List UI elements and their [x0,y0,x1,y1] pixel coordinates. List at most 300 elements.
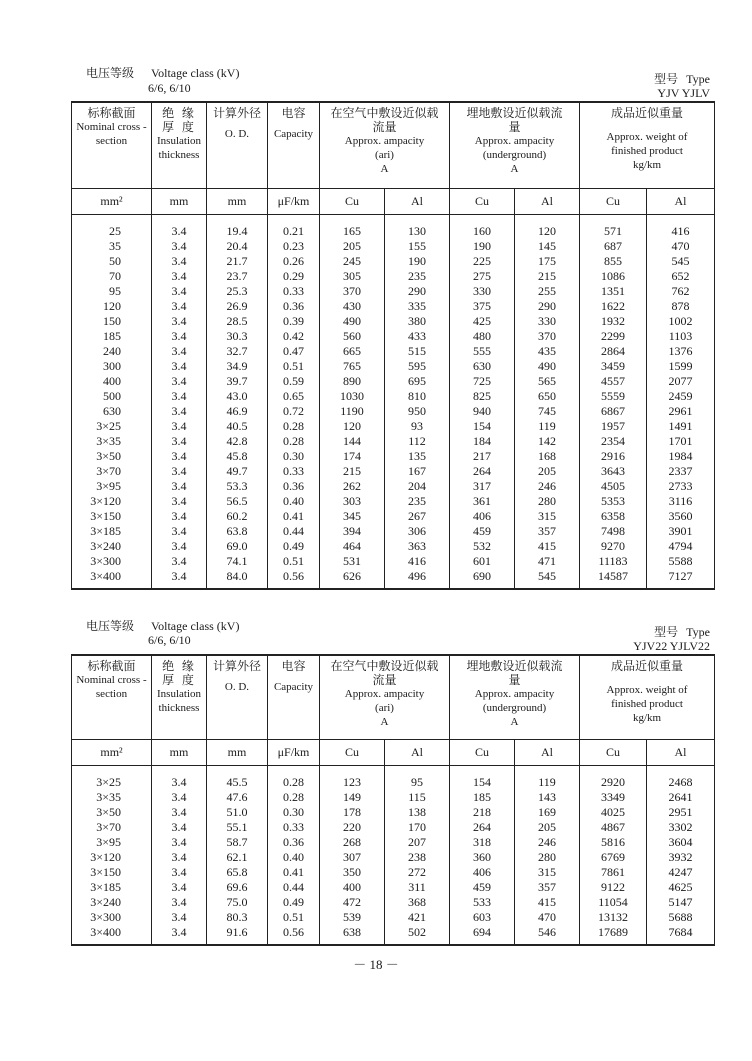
cell-air-al: 93 [385,419,450,434]
cell-air-cu: 174 [320,449,385,464]
cell-underground-al: 119 [515,765,580,790]
header-od: 计算外径 O. D. [207,102,268,188]
cell-capacity: 0.36 [268,479,320,494]
cell-weight-cu: 11054 [580,895,647,910]
cell-air-al: 235 [385,269,450,284]
cell-air-al: 595 [385,359,450,374]
cell-underground-al: 315 [515,865,580,880]
voltage-class-zh: 电压等级 [86,619,135,633]
type-en: Type [686,72,710,86]
cell-weight-al: 2733 [647,479,715,494]
cell-underground-al: 415 [515,539,580,554]
cell-weight-al: 1599 [647,359,715,374]
subheader-weight-cu: Cu [580,188,647,214]
cell-capacity: 0.49 [268,895,320,910]
cell-cross-section: 3×95 [72,835,152,850]
cell-insulation: 3.4 [152,865,207,880]
cell-cross-section: 3×120 [72,494,152,509]
cell-underground-al: 205 [515,820,580,835]
cell-capacity: 0.36 [268,299,320,314]
cell-underground-al: 357 [515,880,580,895]
cell-air-cu: 178 [320,805,385,820]
subheader-underground-cu: Cu [450,739,515,765]
cell-cross-section: 500 [72,389,152,404]
cell-underground-cu: 533 [450,895,515,910]
cell-weight-al: 4247 [647,865,715,880]
cell-weight-cu: 4505 [580,479,647,494]
cell-od: 62.1 [207,850,268,865]
voltage-class-zh: 电压等级 [86,66,135,80]
cell-insulation: 3.4 [152,239,207,254]
cell-capacity: 0.36 [268,835,320,850]
cell-air-al: 950 [385,404,450,419]
cell-air-al: 138 [385,805,450,820]
cell-underground-cu: 375 [450,299,515,314]
cell-insulation: 3.4 [152,910,207,925]
table-row [72,314,715,329]
cell-weight-al: 7127 [647,569,715,589]
cell-underground-cu: 690 [450,569,515,589]
cell-od: 21.7 [207,254,268,269]
cell-air-cu: 890 [320,374,385,389]
cell-insulation: 3.4 [152,479,207,494]
cell-capacity: 0.23 [268,239,320,254]
cell-air-cu: 262 [320,479,385,494]
cell-underground-cu: 425 [450,314,515,329]
cell-air-al: 167 [385,464,450,479]
cell-od: 80.3 [207,910,268,925]
cell-cross-section: 150 [72,314,152,329]
cell-cross-section: 240 [72,344,152,359]
table-2-body [72,765,715,945]
cell-weight-cu: 1932 [580,314,647,329]
type-label [633,625,710,653]
cell-underground-al: 370 [515,329,580,344]
cell-underground-al: 290 [515,299,580,314]
cell-od: 40.5 [207,419,268,434]
cell-underground-al: 745 [515,404,580,419]
cell-underground-cu: 275 [450,269,515,284]
cell-air-cu: 400 [320,880,385,895]
cell-air-cu: 665 [320,344,385,359]
cell-od: 20.4 [207,239,268,254]
cell-od: 49.7 [207,464,268,479]
page-number: － 18 － [353,957,399,972]
cell-underground-cu: 459 [450,880,515,895]
cell-capacity: 0.47 [268,344,320,359]
cell-weight-cu: 9122 [580,880,647,895]
cell-air-al: 368 [385,895,450,910]
table-row [72,910,715,925]
cell-air-al: 170 [385,820,450,835]
unit-nominal: mm² [72,188,152,214]
cell-air-al: 190 [385,254,450,269]
cell-underground-al: 143 [515,790,580,805]
table-row [72,374,715,389]
cell-air-cu: 245 [320,254,385,269]
cell-underground-al: 246 [515,835,580,850]
cell-air-cu: 464 [320,539,385,554]
cell-underground-al: 280 [515,850,580,865]
cell-underground-al: 435 [515,344,580,359]
cell-weight-cu: 4025 [580,805,647,820]
cell-air-cu: 370 [320,284,385,299]
cell-underground-cu: 694 [450,925,515,945]
cell-weight-cu: 17689 [580,925,647,945]
cell-underground-cu: 360 [450,850,515,865]
cell-air-al: 112 [385,434,450,449]
cell-weight-cu: 2916 [580,449,647,464]
subheader-air-al: Al [385,188,450,214]
cell-od: 60.2 [207,509,268,524]
unit-od: mm [207,188,268,214]
cell-air-al: 421 [385,910,450,925]
cell-capacity: 0.41 [268,865,320,880]
cell-air-al: 207 [385,835,450,850]
cell-insulation: 3.4 [152,434,207,449]
cell-capacity: 0.40 [268,850,320,865]
cell-capacity: 0.56 [268,569,320,589]
cell-weight-cu: 2864 [580,344,647,359]
cell-underground-al: 169 [515,805,580,820]
cell-capacity: 0.44 [268,880,320,895]
table-row [72,419,715,434]
cell-weight-al: 1984 [647,449,715,464]
cell-cross-section: 3×400 [72,925,152,945]
type-en: Type [686,625,710,639]
cell-insulation: 3.4 [152,359,207,374]
subheader-underground-cu: Cu [450,188,515,214]
cell-od: 84.0 [207,569,268,589]
cell-insulation: 3.4 [152,374,207,389]
cell-weight-cu: 4867 [580,820,647,835]
cell-air-al: 311 [385,880,450,895]
cell-capacity: 0.39 [268,314,320,329]
subheader-weight-cu: Cu [580,739,647,765]
cell-weight-cu: 2354 [580,434,647,449]
cell-weight-cu: 2299 [580,329,647,344]
cell-weight-al: 2951 [647,805,715,820]
cell-capacity: 0.30 [268,449,320,464]
cell-air-cu: 490 [320,314,385,329]
table-row [72,359,715,374]
cell-insulation: 3.4 [152,805,207,820]
cell-od: 32.7 [207,344,268,359]
cell-air-cu: 120 [320,419,385,434]
cell-air-cu: 626 [320,569,385,589]
cell-od: 46.9 [207,404,268,419]
cell-underground-al: 490 [515,359,580,374]
cell-weight-cu: 6358 [580,509,647,524]
cell-air-al: 115 [385,790,450,805]
cell-air-al: 238 [385,850,450,865]
cell-underground-cu: 601 [450,554,515,569]
cell-capacity: 0.65 [268,389,320,404]
cell-air-cu: 638 [320,925,385,945]
cell-underground-cu: 225 [450,254,515,269]
cell-underground-cu: 555 [450,344,515,359]
cell-capacity: 0.40 [268,494,320,509]
cell-insulation: 3.4 [152,464,207,479]
cell-air-al: 502 [385,925,450,945]
voltage-class-values: 6/6, 6/10 [148,81,191,95]
cell-weight-al: 3560 [647,509,715,524]
cell-air-cu: 303 [320,494,385,509]
cell-od: 69.6 [207,880,268,895]
cell-air-al: 380 [385,314,450,329]
cell-capacity: 0.33 [268,284,320,299]
cell-weight-cu: 7861 [580,865,647,880]
cell-weight-cu: 7498 [580,524,647,539]
cell-weight-cu: 1086 [580,269,647,284]
cell-weight-cu: 3459 [580,359,647,374]
cell-weight-cu: 4557 [580,374,647,389]
cell-weight-al: 3116 [647,494,715,509]
cell-cross-section: 3×240 [72,539,152,554]
subheader-air-al: Al [385,739,450,765]
cell-capacity: 0.28 [268,765,320,790]
table-row [72,269,715,284]
cell-od: 56.5 [207,494,268,509]
voltage-class-en: Voltage class (kV) [151,66,240,80]
cell-od: 55.1 [207,820,268,835]
cell-air-cu: 268 [320,835,385,850]
cell-cross-section: 3×400 [72,569,152,589]
type-models: YJV22 YJLV22 [633,639,710,653]
cell-insulation: 3.4 [152,790,207,805]
cell-air-cu: 765 [320,359,385,374]
table-row [72,925,715,945]
table-row [72,895,715,910]
cell-od: 63.8 [207,524,268,539]
cell-underground-al: 145 [515,239,580,254]
cell-air-al: 204 [385,479,450,494]
cell-weight-cu: 11183 [580,554,647,569]
table-row [72,214,715,239]
cell-weight-cu: 1622 [580,299,647,314]
cell-underground-al: 330 [515,314,580,329]
cell-underground-cu: 184 [450,434,515,449]
cell-weight-cu: 5559 [580,389,647,404]
cell-weight-al: 652 [647,269,715,284]
cell-underground-al: 175 [515,254,580,269]
table-row [72,790,715,805]
cell-underground-cu: 825 [450,389,515,404]
cell-underground-cu: 459 [450,524,515,539]
cell-insulation: 3.4 [152,569,207,589]
cell-underground-cu: 160 [450,214,515,239]
cell-weight-cu: 2920 [580,765,647,790]
cell-weight-al: 2961 [647,404,715,419]
cell-insulation: 3.4 [152,404,207,419]
cell-air-al: 130 [385,214,450,239]
unit-insulation: mm [152,188,207,214]
cell-weight-al: 416 [647,214,715,239]
table-row [72,299,715,314]
subheader-underground-al: Al [515,188,580,214]
cell-cross-section: 3×150 [72,865,152,880]
cell-air-al: 335 [385,299,450,314]
type-zh: 型号 [654,625,679,639]
subheader-air-cu: Cu [320,188,385,214]
cell-underground-al: 470 [515,910,580,925]
unit-insulation: mm [152,739,207,765]
cell-capacity: 0.26 [268,254,320,269]
table-row [72,835,715,850]
table-row [72,880,715,895]
cell-underground-al: 255 [515,284,580,299]
cell-cross-section: 3×150 [72,509,152,524]
cell-underground-al: 546 [515,925,580,945]
cell-weight-al: 1103 [647,329,715,344]
cell-insulation: 3.4 [152,389,207,404]
cell-cross-section: 3×185 [72,880,152,895]
cell-capacity: 0.51 [268,554,320,569]
cell-weight-cu: 571 [580,214,647,239]
cell-cross-section: 3×50 [72,449,152,464]
cell-underground-al: 120 [515,214,580,239]
cell-air-cu: 394 [320,524,385,539]
cell-capacity: 0.21 [268,214,320,239]
cell-underground-cu: 330 [450,284,515,299]
cell-insulation: 3.4 [152,539,207,554]
subheader-weight-al: Al [647,188,715,214]
cell-od: 58.7 [207,835,268,850]
header-air-ampacity: 在空气中敷设近似载流量 Approx. ampacity (ari) A [320,655,450,739]
cell-underground-al: 545 [515,569,580,589]
cell-cross-section: 185 [72,329,152,344]
table-row [72,404,715,419]
cell-cross-section: 3×25 [72,765,152,790]
cell-air-cu: 165 [320,214,385,239]
cell-insulation: 3.4 [152,254,207,269]
cable-spec-table-2 [71,654,715,946]
cell-weight-cu: 5353 [580,494,647,509]
cell-underground-cu: 532 [450,539,515,554]
voltage-class-en: Voltage class (kV) [151,619,240,633]
cell-air-al: 235 [385,494,450,509]
cell-underground-cu: 725 [450,374,515,389]
table-row [72,569,715,589]
cell-weight-al: 878 [647,299,715,314]
cell-weight-al: 1002 [647,314,715,329]
cell-air-al: 306 [385,524,450,539]
cell-air-al: 267 [385,509,450,524]
cell-air-cu: 1030 [320,389,385,404]
cell-weight-cu: 5816 [580,835,647,850]
table-row [72,284,715,299]
cell-weight-al: 2459 [647,389,715,404]
cell-cross-section: 3×300 [72,910,152,925]
cell-weight-al: 2468 [647,765,715,790]
cell-underground-cu: 217 [450,449,515,464]
header-weight: 成品近似重量 Approx. weight of finished product kg/km [580,655,715,739]
cell-underground-cu: 630 [450,359,515,374]
header-capacity: 电容 Capacity [268,655,320,739]
voltage-class-label [86,66,239,80]
cell-od: 30.3 [207,329,268,344]
subheader-air-cu: Cu [320,739,385,765]
table-row [72,494,715,509]
cell-cross-section: 3×300 [72,554,152,569]
unit-nominal: mm² [72,739,152,765]
cell-underground-al: 246 [515,479,580,494]
cell-underground-cu: 361 [450,494,515,509]
cell-insulation: 3.4 [152,284,207,299]
header-weight: 成品近似重量 Approx. weight of finished product kg/km [580,102,715,188]
cell-weight-cu: 687 [580,239,647,254]
cell-weight-al: 762 [647,284,715,299]
table-row [72,765,715,790]
cell-weight-cu: 3349 [580,790,647,805]
table-1-body [72,214,715,589]
cell-od: 42.8 [207,434,268,449]
cell-insulation: 3.4 [152,314,207,329]
cell-od: 75.0 [207,895,268,910]
cell-air-al: 363 [385,539,450,554]
cell-od: 39.7 [207,374,268,389]
cell-underground-al: 315 [515,509,580,524]
cell-underground-cu: 154 [450,765,515,790]
cell-weight-al: 3302 [647,820,715,835]
voltage-class-label [86,619,239,633]
cell-insulation: 3.4 [152,269,207,284]
cell-capacity: 0.56 [268,925,320,945]
cell-underground-al: 215 [515,269,580,284]
table-row [72,389,715,404]
cell-capacity: 0.51 [268,910,320,925]
header-underground-ampacity: 埋地敷设近似载流量 Approx. ampacity (underground) A [450,102,580,188]
cell-underground-cu: 317 [450,479,515,494]
cell-air-cu: 345 [320,509,385,524]
cell-weight-cu: 6769 [580,850,647,865]
cell-air-cu: 215 [320,464,385,479]
cell-capacity: 0.33 [268,464,320,479]
cell-cross-section: 400 [72,374,152,389]
cell-od: 69.0 [207,539,268,554]
cell-weight-cu: 3643 [580,464,647,479]
cell-weight-al: 1491 [647,419,715,434]
cell-cross-section: 50 [72,254,152,269]
cell-capacity: 0.29 [268,269,320,284]
cell-od: 25.3 [207,284,268,299]
header-insulation: 绝 缘 厚 度 Insulation thickness [152,102,207,188]
cell-air-al: 135 [385,449,450,464]
cell-air-al: 695 [385,374,450,389]
table-row [72,805,715,820]
cell-weight-al: 3901 [647,524,715,539]
header-nominal: 标称截面 Nominal cross - section [72,102,152,188]
cell-insulation: 3.4 [152,509,207,524]
cell-capacity: 0.28 [268,419,320,434]
cell-weight-cu: 1957 [580,419,647,434]
cell-cross-section: 3×95 [72,479,152,494]
cell-insulation: 3.4 [152,925,207,945]
cell-capacity: 0.28 [268,790,320,805]
cell-underground-cu: 264 [450,820,515,835]
cell-underground-cu: 190 [450,239,515,254]
voltage-class-values: 6/6, 6/10 [148,633,191,647]
cell-underground-cu: 480 [450,329,515,344]
cable-spec-table-1 [71,101,715,590]
cell-od: 23.7 [207,269,268,284]
cell-weight-al: 3604 [647,835,715,850]
cell-weight-al: 5688 [647,910,715,925]
cell-cross-section: 120 [72,299,152,314]
cell-weight-al: 2641 [647,790,715,805]
cell-air-cu: 220 [320,820,385,835]
table-row [72,449,715,464]
